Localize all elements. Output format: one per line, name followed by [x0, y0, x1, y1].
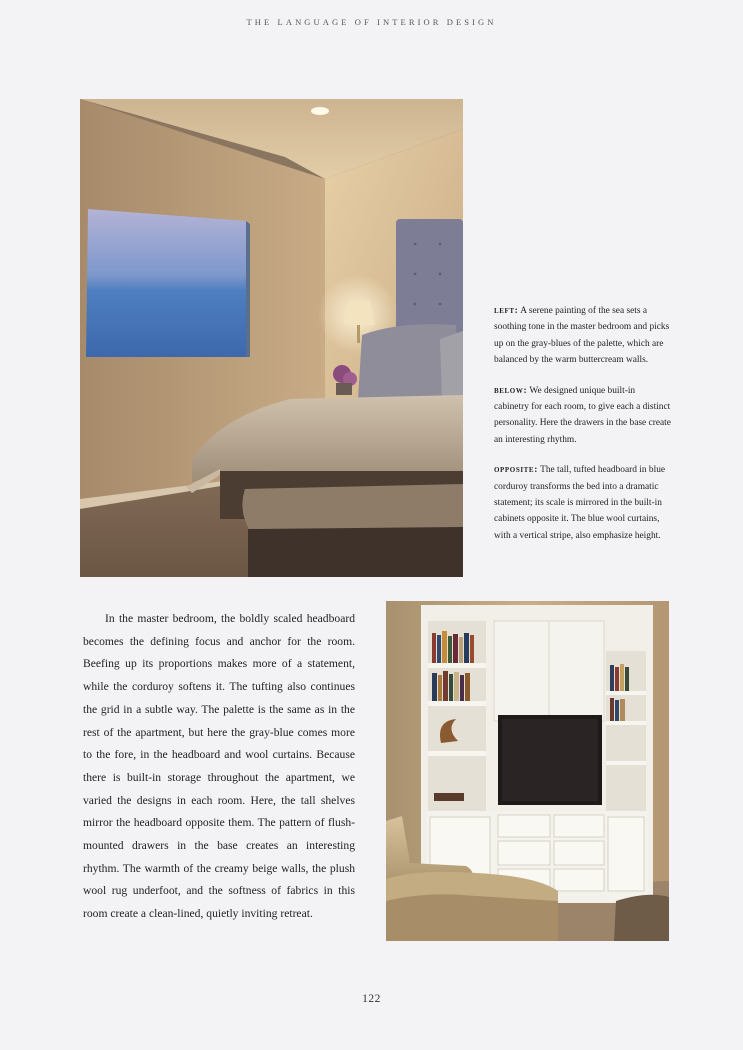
captions-block: [494, 303, 672, 558]
caption-left-label: left:: [494, 306, 519, 316]
caption-opposite-text: The tall, tufted headboard in blue corduroy transforms the bed into a dramatic statement; its scale is mirrored in the built-in cabinets opposite it. The blue wool curtains, with a vertical stripe, also emphasize height.: [494, 465, 666, 541]
cabinetry-photo-illustration: [386, 601, 669, 941]
caption-below-label: below:: [494, 385, 528, 396]
bedroom-photo-illustration: [80, 99, 463, 577]
caption-opposite: [494, 462, 672, 544]
built-in-cabinetry-photo: [386, 601, 669, 941]
running-head: THE LANGUAGE OF INTERIOR DESIGN: [246, 17, 497, 27]
lamp-icon: [343, 301, 375, 325]
headboard-icon: [396, 219, 463, 337]
bedroom-photo: [80, 99, 463, 577]
body-paragraph: In the master bedroom, the boldly scaled headboard becomes the defining focus and anchor for the room. Beefing up its proportions makes more of a statement, while the corduroy softens it. The tufting also continues the grid in a subtle way. The palette is the same as in the rest of the apartment, but here the gray-blue comes more to the fore, in the headboard and wool curtains. Because there is built-in storage throughout the apartment, we varied the designs in each room. Here, the tall shelves mirror the headboard opposite them. The pattern of flush-mounted drawers in the base creates an interesting rhythm. The warmth of the creamy beige walls, the plush wool rug underfoot, and the softness of fabrics in this room create a clean-lined, quietly inviting retreat.: [83, 612, 355, 921]
page-number: 122: [362, 993, 381, 1005]
caption-left-text: A serene painting of the sea sets a soothing tone in the master bedroom and picks up on the gray-blues of the palette, which are balanced by the warm buttercream walls.: [494, 306, 670, 366]
caption-opposite-label: opposite:: [494, 465, 538, 476]
caption-left: [494, 303, 672, 369]
caption-below-text: We designed unique built-in cabinetry for each room, to give each a distinct personality. Here the drawers in the base create an interesting rhythm.: [494, 385, 671, 445]
sea-painting-icon: [86, 209, 246, 357]
caption-below: [494, 383, 672, 449]
